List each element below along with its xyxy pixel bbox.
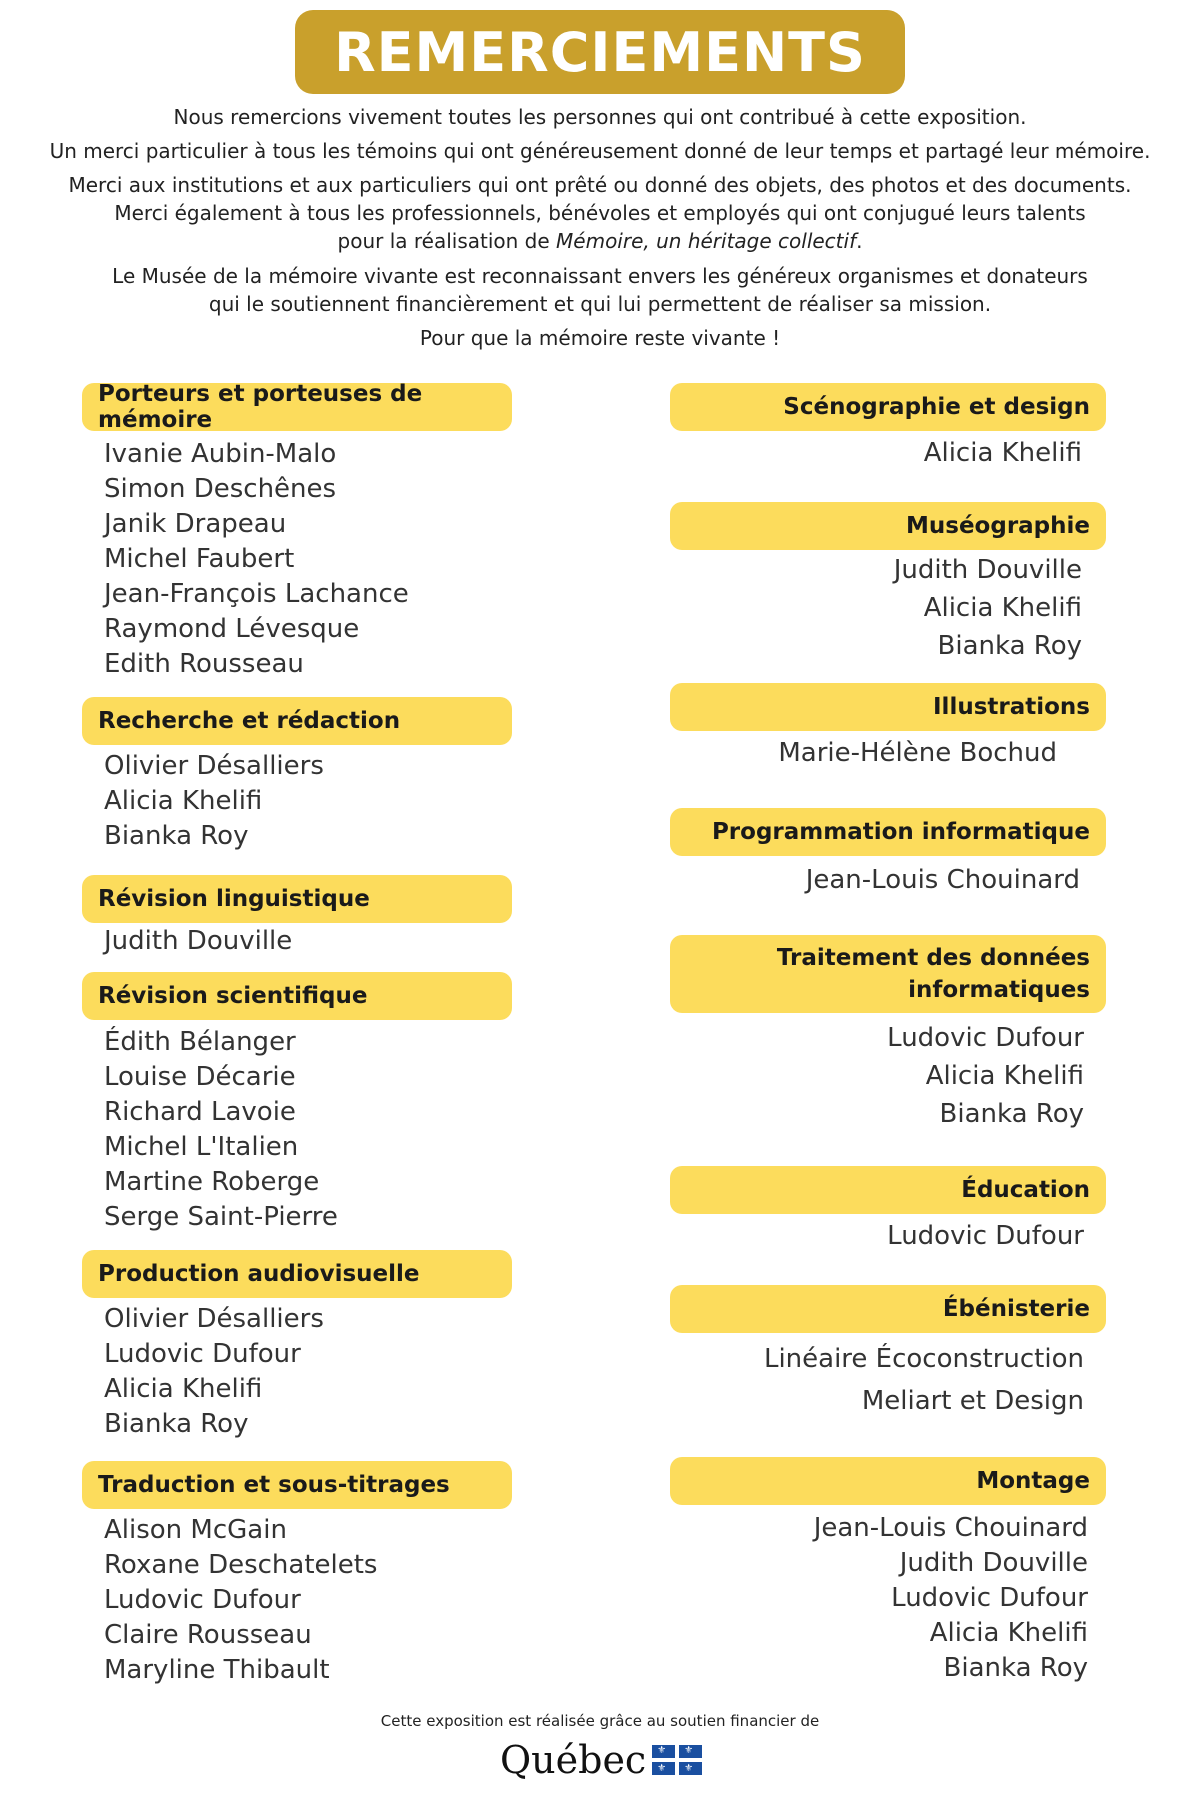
- list-item: Edith Rousseau: [104, 649, 304, 679]
- section-header: Muséographie: [670, 502, 1106, 550]
- list-item: Alicia Khelifi: [104, 1374, 263, 1404]
- list-item: Judith Douville: [899, 1548, 1088, 1578]
- name-list: [104, 924, 292, 959]
- intro-line: Le Musée de la mémoire vivante est reconnaissant envers les généreux organismes et donateurs: [112, 264, 1088, 288]
- section-header: Scénographie et design: [670, 383, 1106, 431]
- section-header: Traduction et sous-titrages: [82, 1461, 512, 1509]
- list-item: Ludovic Dufour: [887, 1221, 1084, 1251]
- intro-line: Merci aux institutions et aux particuliers qui ont prêté ou donné des objets, des photos et des documents.: [68, 173, 1132, 197]
- list-item: Janik Drapeau: [104, 509, 287, 539]
- list-item: Roxane Deschatelets: [104, 1550, 378, 1580]
- list-item: Linéaire Écoconstruction: [763, 1344, 1084, 1374]
- list-item: Jean-Louis Chouinard: [805, 865, 1080, 895]
- name-list: [887, 1217, 1084, 1255]
- name-list: [764, 1338, 1084, 1422]
- exhibition-title: Mémoire, un héritage collectif: [556, 229, 857, 253]
- intro-line: Un merci particulier à tous les témoins qui ont généreusement donné de leur temps et partagé leur mémoire.: [49, 139, 1151, 163]
- name-list: [924, 436, 1082, 471]
- page-title: REMERCIEMENTS: [334, 20, 866, 84]
- list-item: Bianka Roy: [943, 1653, 1088, 1683]
- intro-text-part: pour la réalisation de: [337, 229, 557, 253]
- section-header-line: Traitement des données: [776, 945, 1090, 971]
- name-list: [104, 749, 324, 854]
- section-header: Production audiovisuelle: [82, 1250, 512, 1298]
- section-header: Montage: [670, 1457, 1106, 1505]
- list-item: Jean-François Lachance: [104, 579, 409, 609]
- intro-line: Merci également à tous les professionnels, bénévoles et employés qui ont conjugué leurs talents: [114, 201, 1086, 225]
- fleur-de-lis-icon: ⚜: [657, 1763, 667, 1774]
- name-list: [104, 1513, 377, 1688]
- list-item: Judith Douville: [893, 555, 1082, 585]
- quebec-flag-icon: [652, 1745, 702, 1775]
- name-list: [104, 437, 409, 682]
- name-list: [887, 1019, 1084, 1133]
- quebec-logo: [500, 1738, 702, 1782]
- section-header: Éducation: [670, 1166, 1106, 1214]
- section-header: Révision linguistique: [82, 875, 512, 923]
- list-item: Alicia Khelifi: [925, 1061, 1084, 1091]
- list-item: Bianka Roy: [104, 1409, 249, 1439]
- list-item: Ludovic Dufour: [887, 1023, 1084, 1053]
- list-item: Jean-Louis Chouinard: [813, 1513, 1088, 1543]
- list-item: Claire Rousseau: [104, 1620, 312, 1650]
- section-header-line: informatiques: [908, 977, 1090, 1003]
- list-item: Marie-Hélène Bochud: [778, 738, 1057, 768]
- section-header: Porteurs et porteuses de mémoire: [82, 383, 512, 431]
- list-item: Alicia Khelifi: [104, 786, 263, 816]
- fleur-de-lis-icon: ⚜: [657, 1745, 667, 1756]
- section-header: Recherche et rédaction: [82, 697, 512, 745]
- intro-line: [0, 227, 1200, 255]
- name-list: [814, 1511, 1088, 1686]
- list-item: Ludovic Dufour: [891, 1583, 1088, 1613]
- page-title-banner: [295, 10, 905, 94]
- quebec-logo-word: Québec: [500, 1738, 647, 1782]
- list-item: Olivier Désalliers: [104, 1304, 324, 1334]
- list-item: Bianka Roy: [937, 631, 1082, 661]
- fleur-de-lis-icon: ⚜: [684, 1763, 694, 1774]
- fleur-de-lis-icon: ⚜: [684, 1745, 694, 1756]
- name-list: [778, 734, 1057, 772]
- list-item: Ivanie Aubin-Malo: [104, 439, 337, 469]
- intro-motto: Pour que la mémoire reste vivante !: [419, 326, 781, 350]
- list-item: Alison McGain: [104, 1515, 287, 1545]
- list-item: Bianka Roy: [939, 1099, 1084, 1129]
- name-list: [806, 861, 1080, 899]
- list-item: Richard Lavoie: [104, 1097, 296, 1127]
- list-item: Raymond Lévesque: [104, 614, 360, 644]
- section-header: [670, 935, 1106, 1013]
- list-item: Édith Bélanger: [104, 1027, 296, 1057]
- list-item: Olivier Désalliers: [104, 751, 324, 781]
- list-item: Michel L'Italien: [104, 1132, 299, 1162]
- list-item: Alicia Khelifi: [923, 593, 1082, 623]
- list-item: Michel Faubert: [104, 544, 295, 574]
- section-header: Révision scientifique: [82, 972, 512, 1020]
- list-item: Alicia Khelifi: [923, 438, 1082, 468]
- name-list: [104, 1025, 338, 1235]
- section-header: Programmation informatique: [670, 808, 1106, 856]
- intro-line: qui le soutiennent financièrement et qui lui permettent de réaliser sa mission.: [208, 292, 992, 316]
- list-item: Meliart et Design: [861, 1386, 1084, 1416]
- intro-text-part: .: [856, 229, 863, 253]
- list-item: Judith Douville: [104, 926, 293, 956]
- name-list: [104, 1302, 324, 1442]
- list-item: Ludovic Dufour: [104, 1339, 301, 1369]
- list-item: Alicia Khelifi: [929, 1618, 1088, 1648]
- list-item: Louise Décarie: [104, 1062, 296, 1092]
- list-item: Simon Deschênes: [104, 474, 337, 504]
- intro-line: Nous remercions vivement toutes les personnes qui ont contribué à cette exposition.: [173, 105, 1027, 129]
- list-item: Bianka Roy: [104, 821, 249, 851]
- list-item: Serge Saint-Pierre: [104, 1202, 338, 1232]
- section-header: Illustrations: [670, 683, 1106, 731]
- list-item: Ludovic Dufour: [104, 1585, 301, 1615]
- name-list: [894, 551, 1082, 665]
- list-item: Maryline Thibault: [104, 1655, 330, 1685]
- list-item: Martine Roberge: [104, 1167, 320, 1197]
- funding-credit: Cette exposition est réalisée grâce au soutien financier de: [380, 1712, 820, 1730]
- section-header: Ébénisterie: [670, 1285, 1106, 1333]
